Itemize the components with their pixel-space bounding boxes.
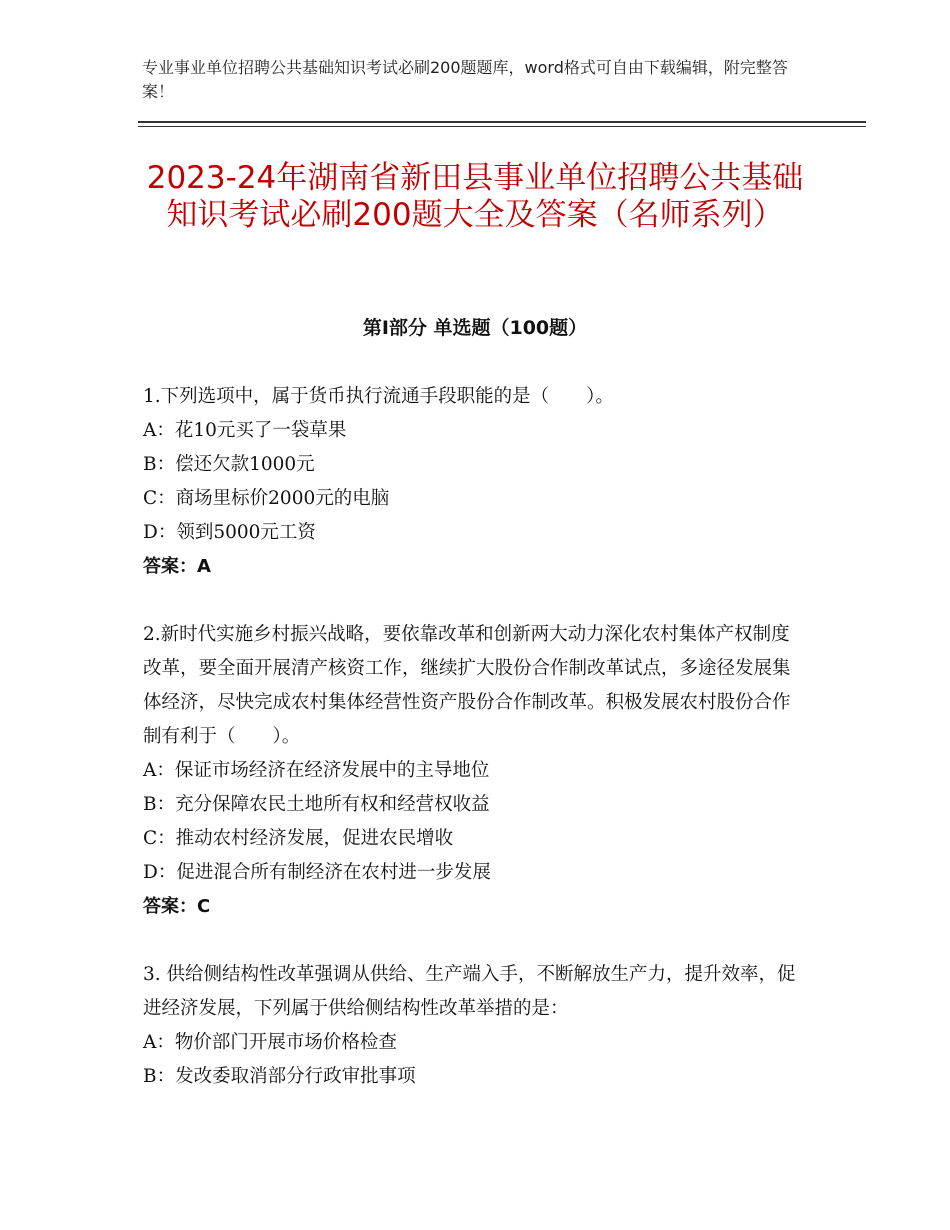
section-title: 第Ⅰ部分 单选题（100题） bbox=[362, 317, 588, 339]
answer: 答案：C bbox=[143, 896, 211, 917]
question-2 bbox=[143, 618, 808, 924]
answer: 答案：A bbox=[143, 556, 211, 577]
question-stem: 3. 供给侧结构性改革强调从供给、生产端入手，不断解放生产力，提升效率，促进经济发展，下列属于供给侧结构性改革举措的是： bbox=[143, 964, 796, 1019]
header-divider-thick bbox=[138, 121, 866, 123]
document-title: 2023-24年湖南省新田县事业单位招聘公共基础知识考试必刷200题大全及答案（名师系列） bbox=[146, 160, 804, 233]
question-1 bbox=[143, 380, 808, 584]
option-c: C：商场里标价2000元的电脑 bbox=[143, 488, 390, 509]
option-a: A：保证市场经济在经济发展中的主导地位 bbox=[143, 760, 490, 781]
question-stem: 1.下列选项中，属于货币执行流通手段职能的是（ ）。 bbox=[143, 386, 614, 407]
option-b: B：偿还欠款1000元 bbox=[143, 454, 315, 475]
option-b: B：发改委取消部分行政审批事项 bbox=[143, 1066, 416, 1087]
option-d: D：促进混合所有制经济在农村进一步发展 bbox=[143, 862, 491, 883]
option-b: B：充分保障农民土地所有权和经营权收益 bbox=[143, 794, 490, 815]
option-a: A：物价部门开展市场价格检查 bbox=[143, 1032, 397, 1053]
question-3 bbox=[143, 958, 808, 1094]
option-a: A：花10元买了一袋草果 bbox=[143, 420, 347, 441]
option-d: D：领到5000元工资 bbox=[143, 522, 316, 543]
header-note: 专业事业单位招聘公共基础知识考试必刷200题题库，word格式可自由下载编辑，附完整答案！ bbox=[142, 58, 788, 101]
question-stem: 2.新时代实施乡村振兴战略，要依靠改革和创新两大动力深化农村集体产权制度改革，要全面开展清产核资工作，继续扩大股份合作制改革试点，多途径发展集体经济，尽快完成农村集体经营性资产股份合作制改革。积极发展农村股份合作制有利于（ ）。 bbox=[143, 624, 791, 747]
option-c: C：推动农村经济发展，促进农民增收 bbox=[143, 828, 454, 849]
header-divider-thin bbox=[138, 126, 866, 127]
